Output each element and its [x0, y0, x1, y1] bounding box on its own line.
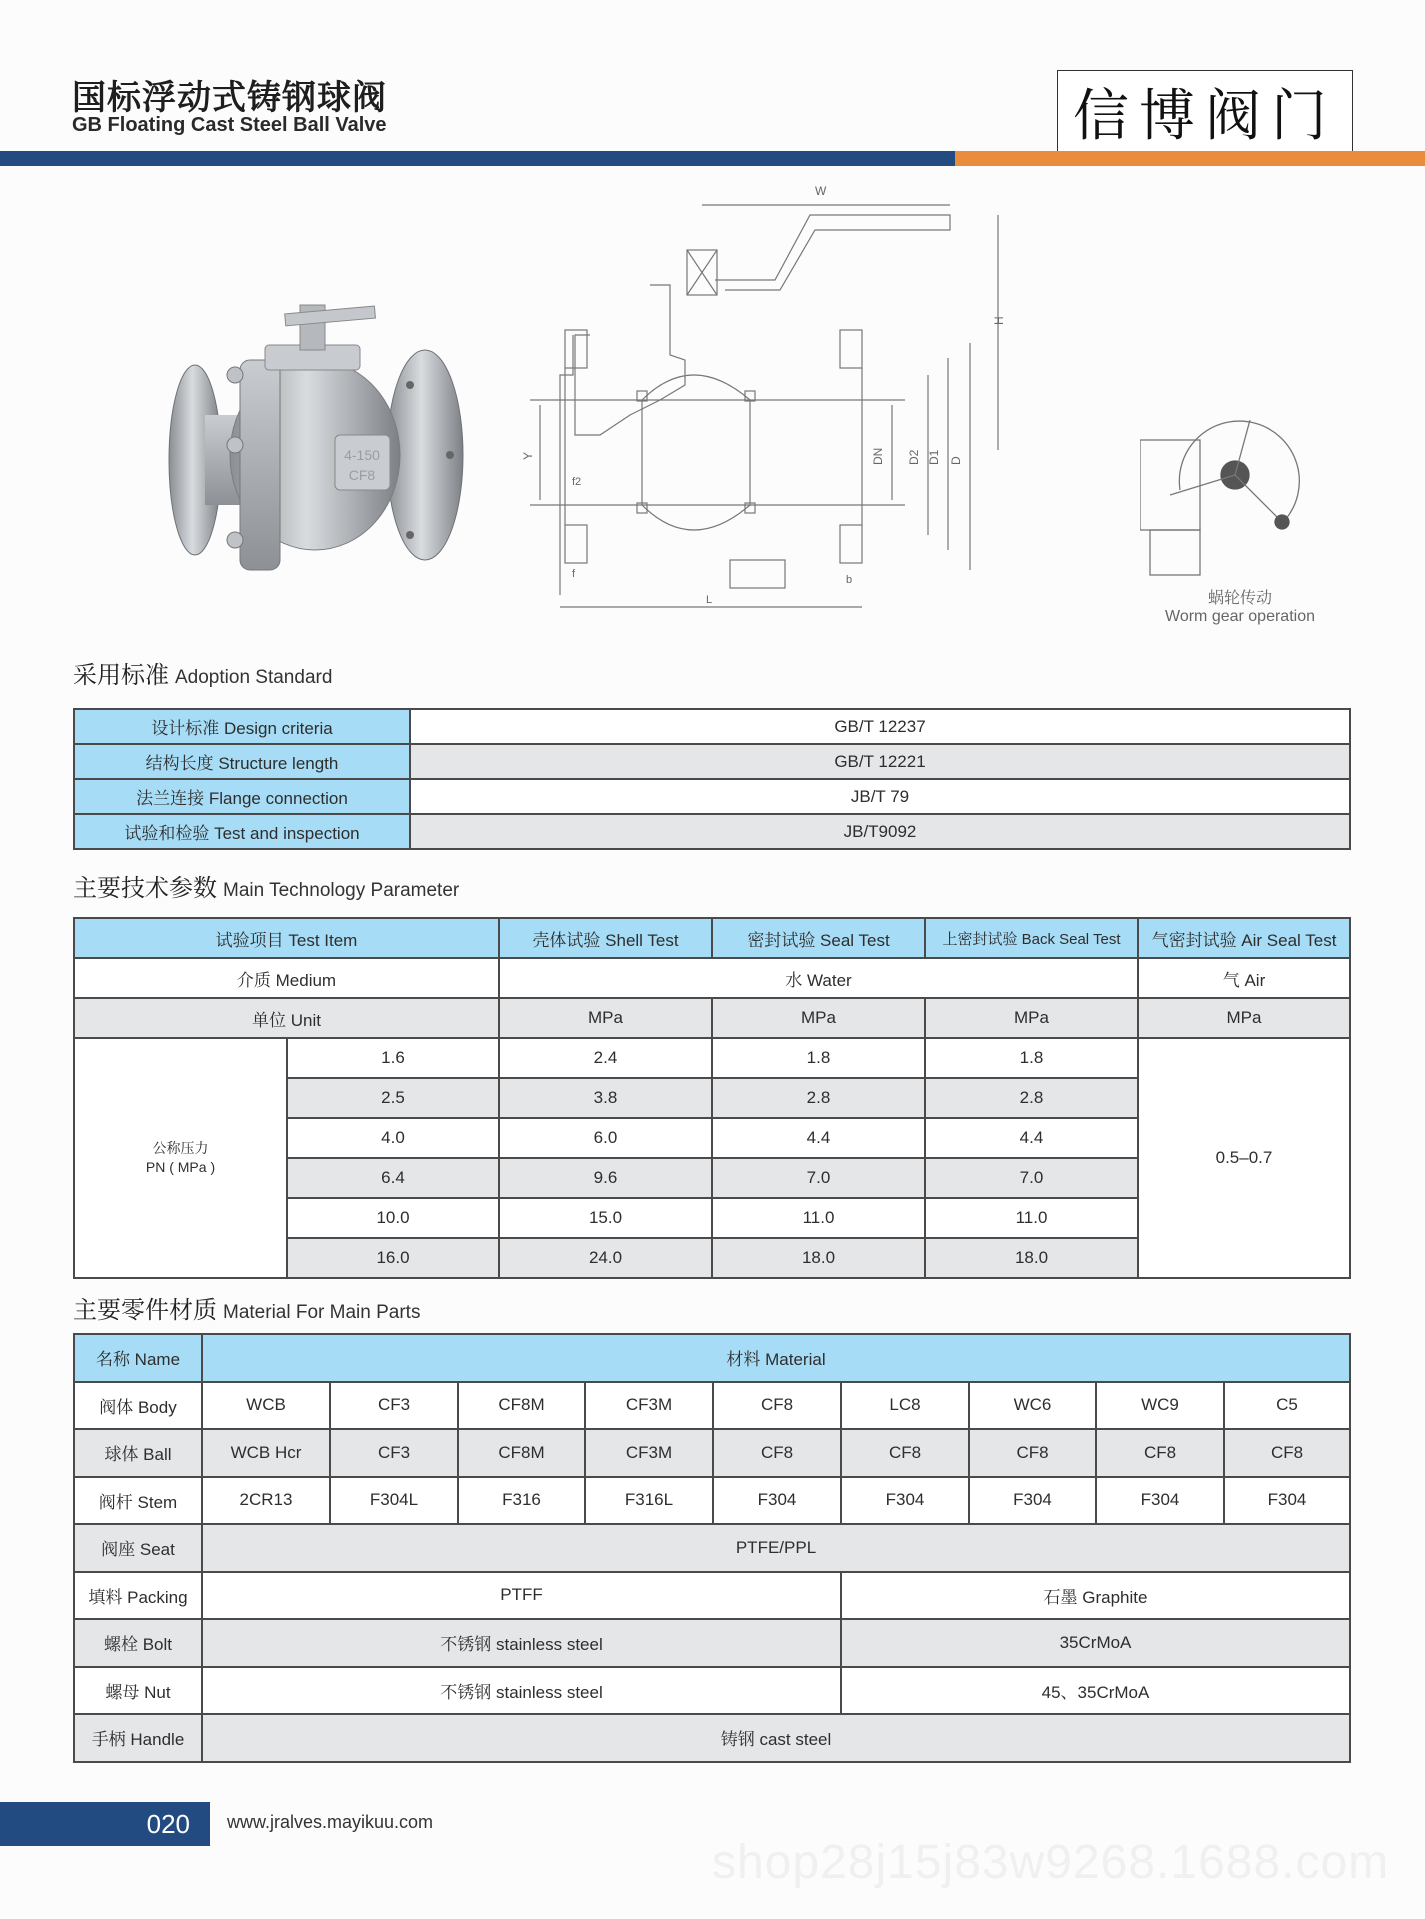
section-title-en: Main Technology Parameter: [223, 880, 460, 901]
material-cell: F304: [1096, 1477, 1224, 1525]
nut-row: [74, 1667, 1350, 1715]
brand-logo: 信博阀门: [1057, 70, 1353, 153]
svg-text:D2: D2: [907, 449, 921, 465]
table-row: [74, 1038, 1350, 1078]
header-row: [74, 1334, 1350, 1382]
part-label: 螺栓 Bolt: [74, 1619, 202, 1667]
unit-cell: MPa: [712, 998, 925, 1038]
material-cell: PTFE/PPL: [202, 1524, 1350, 1572]
material-cell: WC9: [1096, 1382, 1224, 1430]
section-title-en: Adoption Standard: [175, 667, 333, 688]
material-cell: CF8: [713, 1382, 841, 1430]
seat-row: [74, 1524, 1350, 1572]
material-cell: CF8: [1224, 1429, 1350, 1477]
seal-value: 11.0: [712, 1198, 925, 1238]
pn-label-en: PN ( MPa ): [145, 1159, 216, 1175]
header-band-orange: [955, 151, 1425, 166]
material-cell: C5: [1224, 1382, 1350, 1430]
part-label: 阀杆 Stem: [74, 1477, 202, 1525]
material-cell: F304: [713, 1477, 841, 1525]
material-cell: PTFF: [202, 1572, 841, 1620]
section-title-cn: 主要零件材质: [73, 1296, 217, 1324]
material-cell: WCB Hcr: [202, 1429, 330, 1477]
shell-value: 24.0: [499, 1238, 712, 1278]
material-cell: F316: [458, 1477, 585, 1525]
unit-cell: MPa: [1138, 998, 1350, 1038]
pn-value: 6.4: [287, 1158, 499, 1198]
unit-cell: MPa: [925, 998, 1138, 1038]
pn-value: 10.0: [287, 1198, 499, 1238]
medium-air: 气 Air: [1138, 958, 1350, 998]
material-cell: F304: [969, 1477, 1096, 1525]
svg-text:f: f: [572, 568, 576, 580]
material-cell: 35CrMoA: [841, 1619, 1350, 1667]
tech-param-title: [73, 868, 459, 903]
pn-label-cn: 公称压力: [152, 1140, 209, 1156]
unit-cell: MPa: [499, 998, 712, 1038]
valve-photo: [165, 265, 475, 615]
material-cell: CF3M: [585, 1429, 713, 1477]
back-seal-value: 11.0: [925, 1198, 1138, 1238]
back-seal-value: 2.8: [925, 1078, 1138, 1118]
material-cell: CF8: [969, 1429, 1096, 1477]
pn-label: [74, 1038, 287, 1278]
part-label: 手柄 Handle: [74, 1714, 202, 1762]
part-label: 阀体 Body: [74, 1382, 202, 1430]
row-label: 设计标准 Design criteria: [74, 709, 410, 744]
bolt-row: [74, 1619, 1350, 1667]
watermark: shop28j15j83w9268.1688.com: [712, 1836, 1390, 1889]
handle-row: [74, 1714, 1350, 1762]
section-title-cn: 采用标准: [73, 661, 169, 689]
pn-value: 2.5: [287, 1078, 499, 1118]
material-cell: 2CR13: [202, 1477, 330, 1525]
worm-gear-caption-en: Worm gear operation: [1165, 608, 1315, 625]
svg-text:CF8: CF8: [348, 467, 376, 483]
material-cell: 石墨 Graphite: [841, 1572, 1350, 1620]
material-cell: F304: [1224, 1477, 1350, 1525]
svg-text:b: b: [846, 574, 853, 586]
header-shell-test: 壳体试验 Shell Test: [499, 918, 712, 958]
adoption-standard-table: [73, 708, 1351, 850]
stem-row: [74, 1477, 1350, 1525]
header-back-seal-test: 上密封试验 Back Seal Test: [925, 918, 1138, 958]
footer-url[interactable]: www.jralves.mayikuu.com: [227, 1812, 434, 1832]
material-cell: 45、35CrMoA: [841, 1667, 1350, 1715]
page-number: 020: [0, 1802, 210, 1846]
page-title-cn: 国标浮动式铸钢球阀: [72, 78, 387, 118]
seal-value: 4.4: [712, 1118, 925, 1158]
svg-text:D1: D1: [927, 449, 941, 465]
row-label: 法兰连接 Flange connection: [74, 779, 410, 814]
header-material: 材料 Material: [202, 1334, 1350, 1382]
table-row: [74, 744, 1350, 779]
back-seal-value: 1.8: [925, 1038, 1138, 1078]
material-cell: CF3: [330, 1429, 458, 1477]
section-title-cn: 主要技术参数: [73, 874, 217, 902]
material-cell: F304L: [330, 1477, 458, 1525]
material-cell: F316L: [585, 1477, 713, 1525]
shell-value: 6.0: [499, 1118, 712, 1158]
table-row: [74, 709, 1350, 744]
header-name: 名称 Name: [74, 1334, 202, 1382]
row-value: GB/T 12237: [410, 709, 1350, 744]
worm-gear-icon: [1140, 400, 1340, 580]
medium-water: 水 Water: [499, 958, 1138, 998]
material-cell: WC6: [969, 1382, 1096, 1430]
seal-value: 7.0: [712, 1158, 925, 1198]
material-cell: 不锈钢 stainless steel: [202, 1667, 841, 1715]
material-cell: CF8: [713, 1429, 841, 1477]
svg-text:L: L: [706, 594, 713, 606]
row-value: JB/T 79: [410, 779, 1350, 814]
row-value: JB/T9092: [410, 814, 1350, 849]
material-cell: CF3M: [585, 1382, 713, 1430]
header-seal-test: 密封试验 Seal Test: [712, 918, 925, 958]
row-value: GB/T 12221: [410, 744, 1350, 779]
seal-value: 18.0: [712, 1238, 925, 1278]
table-row: [74, 779, 1350, 814]
shell-value: 15.0: [499, 1198, 712, 1238]
materials-table: [73, 1333, 1351, 1763]
worm-gear-figure: [1140, 400, 1340, 625]
part-label: 球体 Ball: [74, 1429, 202, 1477]
seal-value: 2.8: [712, 1078, 925, 1118]
shell-value: 2.4: [499, 1038, 712, 1078]
svg-text:W: W: [815, 184, 827, 198]
back-seal-value: 18.0: [925, 1238, 1138, 1278]
packing-row: [74, 1572, 1350, 1620]
ball-valve-photo-icon: [165, 265, 475, 615]
header-row: [74, 918, 1350, 958]
row-label: 试验和检验 Test and inspection: [74, 814, 410, 849]
back-seal-value: 4.4: [925, 1118, 1138, 1158]
pn-value: 4.0: [287, 1118, 499, 1158]
material-cell: LC8: [841, 1382, 969, 1430]
section-title-en: Material For Main Parts: [223, 1302, 421, 1323]
header-air-seal-test: 气密封试验 Air Seal Test: [1138, 918, 1350, 958]
page-title-en: GB Floating Cast Steel Ball Valve: [72, 114, 387, 136]
ball-row: [74, 1429, 1350, 1477]
worm-gear-caption-cn: 蜗轮传动: [1207, 590, 1272, 607]
tech-param-table: [73, 917, 1351, 1279]
unit-label: 单位 Unit: [74, 998, 499, 1038]
adoption-standard-title: [73, 655, 332, 690]
material-cell: 铸钢 cast steel: [202, 1714, 1350, 1762]
dimension-drawing: [510, 175, 1030, 615]
materials-title: [73, 1290, 420, 1325]
material-cell: CF8M: [458, 1429, 585, 1477]
shell-value: 3.8: [499, 1078, 712, 1118]
material-cell: CF8: [841, 1429, 969, 1477]
body-row: [74, 1382, 1350, 1430]
part-label: 阀座 Seat: [74, 1524, 202, 1572]
svg-text:D: D: [949, 456, 963, 465]
pn-value: 16.0: [287, 1238, 499, 1278]
shell-value: 9.6: [499, 1158, 712, 1198]
material-cell: CF3: [330, 1382, 458, 1430]
air-seal-value: 0.5–0.7: [1138, 1038, 1350, 1278]
material-cell: WCB: [202, 1382, 330, 1430]
row-label: 结构长度 Structure length: [74, 744, 410, 779]
medium-row: [74, 958, 1350, 998]
back-seal-value: 7.0: [925, 1158, 1138, 1198]
material-cell: CF8M: [458, 1382, 585, 1430]
part-label: 螺母 Nut: [74, 1667, 202, 1715]
svg-text:f2: f2: [572, 476, 582, 488]
header-band-blue: [0, 151, 955, 166]
svg-text:4-150: 4-150: [344, 447, 380, 463]
material-cell: 不锈钢 stainless steel: [202, 1619, 841, 1667]
table-row: [74, 814, 1350, 849]
part-label: 填料 Packing: [74, 1572, 202, 1620]
medium-label: 介质 Medium: [74, 958, 499, 998]
material-cell: F304: [841, 1477, 969, 1525]
unit-row: [74, 998, 1350, 1038]
valve-section-drawing-icon: [510, 175, 1030, 615]
material-cell: CF8: [1096, 1429, 1224, 1477]
seal-value: 1.8: [712, 1038, 925, 1078]
svg-text:DN: DN: [871, 447, 885, 465]
svg-text:Y: Y: [521, 451, 535, 460]
pn-value: 1.6: [287, 1038, 499, 1078]
svg-text:H: H: [992, 316, 1006, 325]
header-test-item: 试验项目 Test Item: [74, 918, 499, 958]
